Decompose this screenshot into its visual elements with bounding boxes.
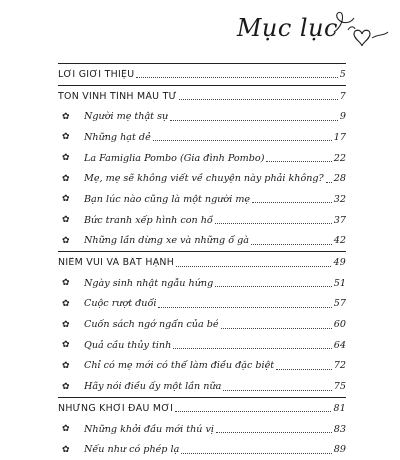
toc-title: Những hạt dẻ [84, 131, 151, 143]
toc-title: La Famiglia Pombo (Gia đình Pombo) [84, 152, 265, 164]
dot-leader [326, 181, 332, 183]
toc-page-number: 28 [333, 173, 346, 185]
toc-page-number: 83 [333, 423, 346, 435]
toc-item-row[interactable] [58, 419, 346, 440]
toc-title: Mẹ, mẹ sẽ không viết về chuyện này phải không? [84, 173, 324, 185]
toc-section-row[interactable] [58, 397, 346, 419]
toc-item-row[interactable] [58, 106, 346, 127]
toc-title: Những lần dừng xe và những ổ gà [84, 235, 250, 247]
dot-leader [221, 327, 332, 329]
toc-section-row[interactable] [58, 63, 346, 85]
toc-title: Bạn lúc nào cũng là một người mẹ [84, 193, 251, 205]
toc-title: Ngày sinh nhật ngẫu hứng [84, 277, 214, 289]
flower-bullet-icon: ✿ [62, 132, 70, 143]
toc-title: Bức tranh xếp hình con hổ [84, 214, 213, 226]
toc-item-row[interactable] [58, 127, 346, 148]
dot-leader [252, 201, 332, 203]
toc-page-number: 49 [333, 257, 346, 269]
toc-title: LỜI GIỚI THIỆU [58, 68, 135, 80]
toc-item-row[interactable] [58, 335, 346, 356]
toc-item-row[interactable] [58, 148, 346, 169]
dot-leader [173, 347, 332, 349]
flower-bullet-icon: ✿ [62, 153, 70, 164]
toc-page-number: 89 [333, 444, 346, 456]
dot-leader [175, 410, 331, 412]
toc-heading: Mục lục [236, 14, 338, 42]
dot-leader [170, 119, 338, 121]
toc-item-row[interactable] [58, 210, 346, 231]
toc-title: Những khởi đầu mới thú vị [84, 423, 214, 435]
toc-item-row[interactable] [58, 356, 346, 377]
toc-title: TÔN VINH TÌNH MẪU TỬ [58, 90, 177, 102]
toc-page-number: 75 [333, 381, 346, 393]
toc-page-number: 32 [333, 193, 346, 205]
flower-bullet-icon: ✿ [62, 424, 70, 435]
toc-page-number: 60 [333, 319, 346, 331]
flower-bullet-icon: ✿ [62, 215, 70, 226]
toc-page-number: 22 [333, 152, 346, 164]
dot-leader [215, 285, 332, 287]
toc-item-row[interactable] [58, 189, 346, 210]
toc-page-number: 9 [339, 111, 346, 123]
flower-bullet-icon: ✿ [62, 278, 70, 289]
dot-leader [153, 139, 332, 141]
heart-ornament-icon [352, 28, 390, 48]
dot-leader [223, 389, 331, 391]
dot-leader [215, 222, 332, 224]
toc-title: Cuộc rượt đuổi [84, 298, 157, 310]
toc-item-row[interactable] [58, 294, 346, 315]
dot-leader [251, 243, 332, 245]
toc-title: Cuốn sách ngớ ngẩn của bé [84, 319, 219, 331]
toc-item-row[interactable] [58, 168, 346, 189]
toc-page-number: 17 [333, 131, 346, 143]
toc-title: Chỉ có mẹ mới có thể làm điều đặc biệt [84, 360, 275, 372]
dot-leader [181, 452, 331, 454]
dot-leader [136, 76, 337, 78]
toc-item-row[interactable] [58, 439, 346, 460]
flower-bullet-icon: ✿ [62, 340, 70, 351]
toc-item-row[interactable] [58, 231, 346, 252]
toc-title: Quả cầu thủy tinh [84, 339, 172, 351]
flower-bullet-icon: ✿ [62, 173, 70, 184]
toc-item-row[interactable] [58, 273, 346, 294]
flower-bullet-icon: ✿ [62, 444, 70, 455]
toc-page-number: 57 [333, 298, 346, 310]
toc-title: NHỮNG KHỞI ĐẦU MỚI [58, 402, 174, 414]
toc-page-number: 81 [333, 402, 346, 414]
dot-leader [276, 368, 332, 370]
dot-leader [176, 265, 331, 267]
table-of-contents [58, 63, 346, 460]
dot-leader [179, 98, 338, 100]
toc-title: NIỀM VUI VÀ BẤT HẠNH [58, 257, 175, 269]
toc-item-row[interactable] [58, 376, 346, 397]
toc-page-number: 5 [339, 68, 346, 80]
flower-bullet-icon: ✿ [62, 360, 70, 371]
dot-leader [266, 160, 331, 162]
flower-bullet-icon: ✿ [62, 194, 70, 205]
toc-page-number: 72 [333, 360, 346, 372]
toc-title: Hãy nói điều ấy một lần nữa [84, 381, 222, 393]
toc-section-row[interactable] [58, 251, 346, 273]
dot-leader [216, 431, 332, 433]
flower-bullet-icon: ✿ [62, 319, 70, 330]
flower-bullet-icon: ✿ [62, 298, 70, 309]
dot-leader [158, 306, 331, 308]
flower-bullet-icon: ✿ [62, 381, 70, 392]
toc-page-number: 42 [333, 235, 346, 247]
toc-page-number: 64 [333, 339, 346, 351]
toc-title: Nếu như có phép lạ [84, 444, 180, 456]
flower-bullet-icon: ✿ [62, 111, 70, 122]
toc-section-row[interactable] [58, 85, 346, 107]
toc-item-row[interactable] [58, 314, 346, 335]
toc-page-number: 7 [339, 90, 346, 102]
toc-page-number: 51 [333, 277, 346, 289]
toc-page-number: 37 [333, 214, 346, 226]
toc-title: Người mẹ thật sự [84, 111, 169, 123]
flower-bullet-icon: ✿ [62, 235, 70, 246]
